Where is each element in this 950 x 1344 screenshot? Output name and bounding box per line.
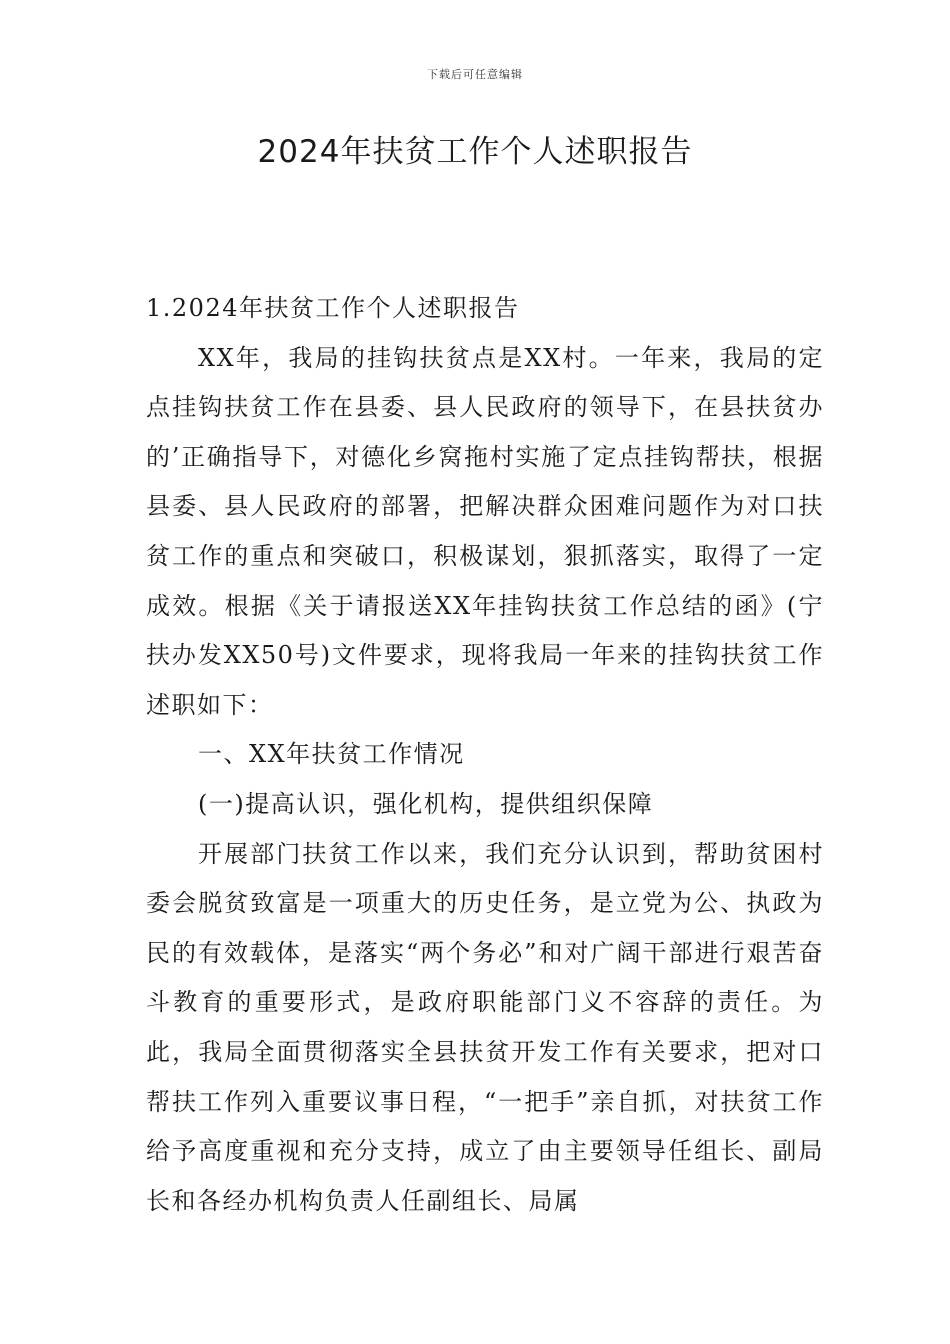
paragraph-intro: XX年，我局的挂钩扶贫点是XX村。一年来，我局的定点挂钩扶贫工作在县委、县人民政府的领导下，在县扶贫办的’正确指导下，对德化乡窝拖村实施了定点挂钩帮扶，根据县委、县人民政府的部署，把解决群众困难问题作为对口扶贫工作的重点和突破口，积极谋划，狠抓落实，取得了一定成效。根据《关于请报送XX年挂钩扶贫工作总结的函》(宁扶办发XX50号)文件要求，现将我局一年来的挂钩扶贫工作述职如下：	[146, 343, 824, 719]
document-title: 2024年扶贫工作个人述职报告	[257, 134, 693, 170]
section-title: 1.2024年扶贫工作个人述职报告	[146, 294, 520, 322]
subheading-one: (一)提高认识，强化机构，提供组织保障	[198, 789, 654, 818]
heading-part-one: 一、XX年扶贫工作情况	[198, 740, 465, 769]
paragraph-body: 开展部门扶贫工作以来，我们充分认识到，帮助贫困村委会脱贫致富是一项重大的历史任务，是立党为公、执政为民的有效载体，是落实“两个务必”和对广阔干部进行艰苦奋斗教育的重要形式，是政府职能部门义不容辞的责任。为此，我局全面贯彻落实全县扶贫开发工作有关要求，把对口帮扶工作列入重要议事日程，“一把手”亲自抓，对扶贫工作给予高度重视和充分支持，成立了由主要领导任组长、副局长和各经办机构负责人任副组长、局属	[146, 839, 824, 1215]
header-note: 下载后可任意编辑	[427, 68, 523, 81]
document-body	[146, 284, 824, 1226]
